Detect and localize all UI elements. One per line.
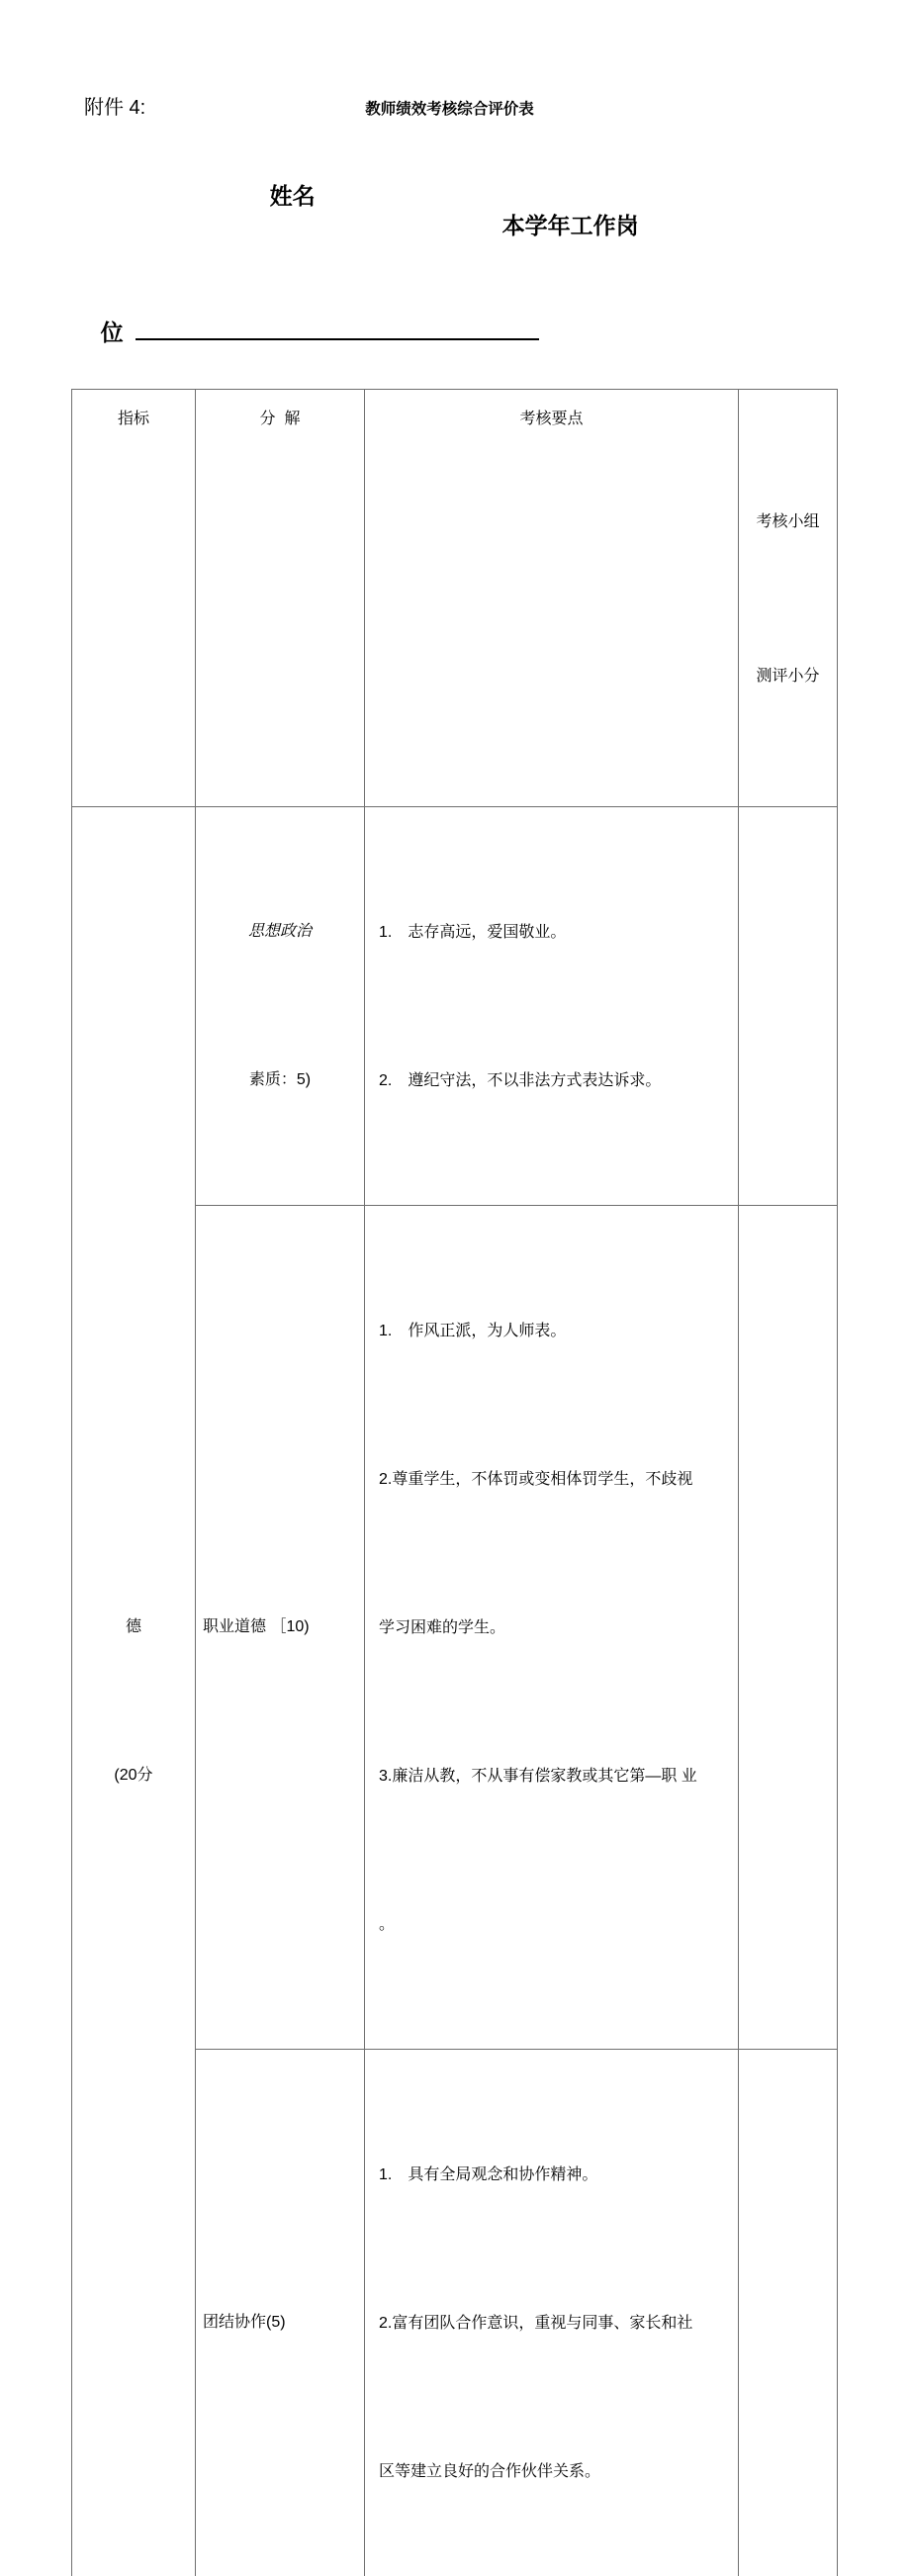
col-header-breakdown: 分 解 [196, 390, 365, 807]
category-line: 素质：5) [197, 1056, 363, 1105]
score-cell [739, 2050, 838, 2576]
position-label-wrapped: 位 [101, 320, 124, 345]
name-position-line [0, 151, 910, 270]
position-blank-underline [136, 317, 539, 340]
document-header [0, 96, 910, 122]
table-row [72, 807, 838, 1206]
point-line: 。 [379, 1900, 732, 1950]
col-header-indicator: 指标 [72, 390, 196, 807]
col-header-score-line1: 考核小组 [740, 497, 836, 548]
point-line: 2.尊重学生，不体罚或变相体罚学生，不歧视 [379, 1455, 732, 1505]
position-wrap-line [0, 287, 910, 377]
point-line: 2.富有团队合作意识，重视与同事、家长和社 [379, 2299, 732, 2348]
point-line: 学习困难的学生。 [379, 1604, 732, 1653]
document-page [0, 96, 910, 1384]
position-label: 本学年工作岗 [502, 213, 639, 238]
point-line: 2. 遵纪守法，不以非法方式表达诉求。 [379, 1057, 732, 1106]
score-cell [739, 807, 838, 1206]
col-header-score-line2: 测评小分 [740, 651, 836, 702]
points-cell [365, 807, 739, 1206]
document-title: 教师绩效考核综合评价表 [365, 98, 534, 122]
category-cell-professional-ethics [196, 1206, 365, 2050]
point-line: 1. 具有全局观念和协作精神。 [379, 2151, 732, 2200]
col-header-score [739, 390, 838, 807]
category-line: 思想政治 [197, 907, 363, 957]
category-cell-teamwork [196, 2050, 365, 2576]
indicator-name: 德 [73, 1603, 194, 1652]
col-header-assessment-points: 考核要点 [365, 390, 739, 807]
category-cell-political-quality [196, 807, 365, 1206]
point-line: 3.廉洁从教，不从事有偿家教或其它第—职 业 [379, 1752, 732, 1801]
points-cell [365, 1206, 739, 2050]
evaluation-table [71, 389, 838, 2576]
points-cell [365, 2050, 739, 2576]
attachment-label: 附件 4: [84, 96, 145, 120]
category-line: 团结协作(5) [203, 2298, 363, 2347]
category-line: 职业道德 ［10) [203, 1603, 363, 1652]
indicator-cell-virtue [72, 807, 196, 2576]
table-header-row [72, 390, 838, 807]
point-line: 区等建立良好的合作伙伴关系。 [379, 2447, 732, 2497]
point-line: 1. 志存高远，爱国敬业。 [379, 908, 732, 958]
score-cell [739, 1206, 838, 2050]
indicator-score: (20分 [73, 1751, 194, 1800]
point-line: 1. 作风正派，为人师表。 [379, 1307, 732, 1356]
name-label: 姓名 [270, 183, 316, 209]
